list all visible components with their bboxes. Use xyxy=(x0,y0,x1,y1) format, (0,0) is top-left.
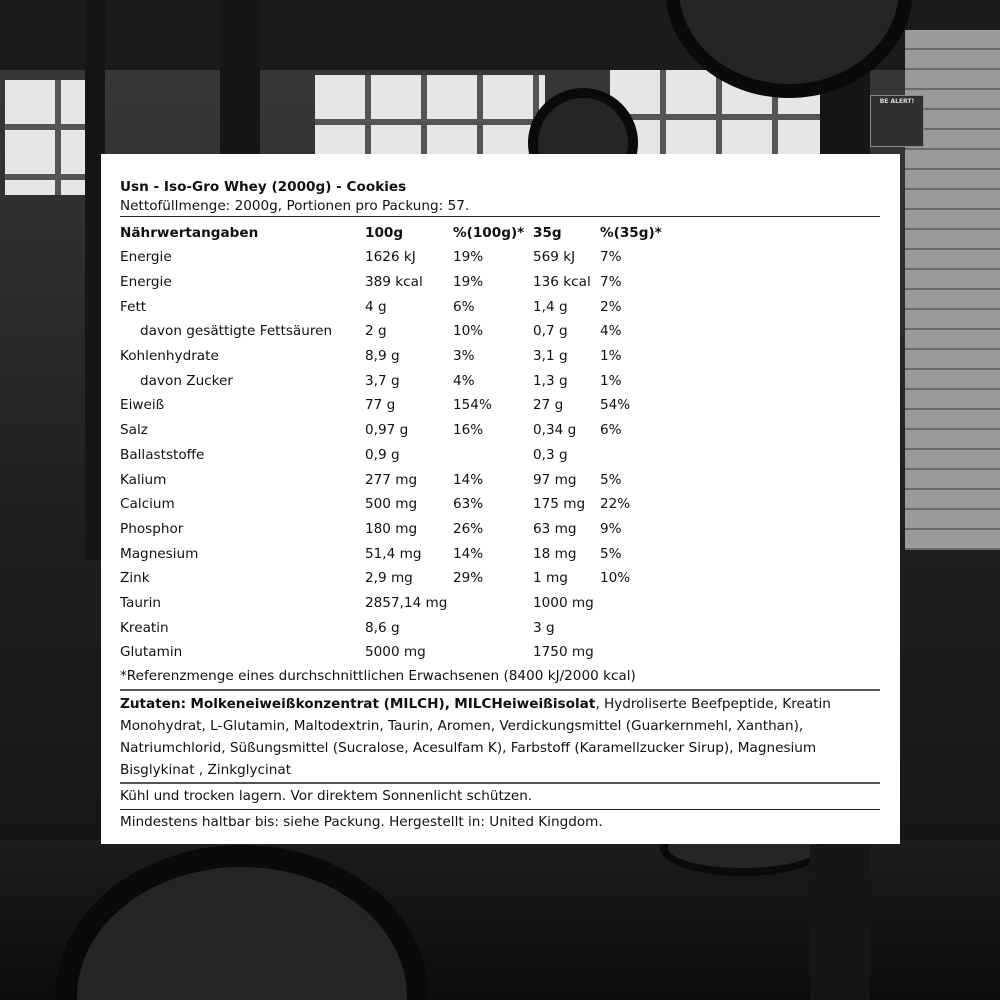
pct-100g: 19% xyxy=(453,274,484,291)
table-row xyxy=(120,368,680,393)
value-100g: 180 mg xyxy=(365,520,418,537)
storage-instructions: Kühl und trocken lagern. Vor direktem Sonnenlicht schützen. xyxy=(120,787,533,804)
value-100g: 0,97 g xyxy=(365,422,409,439)
nutrient-name: Kalium xyxy=(120,471,167,488)
best-before-info: Mindestens haltbar bis: siehe Packung. Hergestellt in: United Kingdom. xyxy=(120,813,603,830)
value-100g: 4 g xyxy=(365,298,387,315)
value-100g: 1626 kJ xyxy=(365,249,416,266)
pct-100g xyxy=(453,615,533,640)
nutrition-label xyxy=(120,178,880,835)
nutrient-name: Calcium xyxy=(120,496,175,513)
pct-35g: 9% xyxy=(600,520,622,537)
pct-100g: 16% xyxy=(453,422,484,439)
window-left xyxy=(5,80,85,195)
warning-sign xyxy=(870,95,924,147)
nutrient-name: Energie xyxy=(120,249,172,266)
value-100g: 0,9 g xyxy=(365,446,400,463)
pct-100g xyxy=(453,591,533,616)
window-center xyxy=(315,75,545,155)
bench-leg xyxy=(810,845,870,1000)
nutrient-name: Ballaststoffe xyxy=(120,446,205,463)
pct-35g: 1% xyxy=(600,348,622,365)
value-35g: 63 mg xyxy=(533,520,577,537)
value-35g: 3 g xyxy=(533,619,555,636)
divider xyxy=(120,216,880,217)
pct-100g: 4% xyxy=(453,372,475,389)
table-row xyxy=(120,541,680,566)
value-35g: 1000 mg xyxy=(533,594,594,611)
pct-100g: 6% xyxy=(453,298,475,315)
value-35g: 136 kcal xyxy=(533,274,591,291)
table-row xyxy=(120,319,680,344)
header-nutrient: Nährwertangaben xyxy=(120,224,259,241)
pct-35g: 5% xyxy=(600,545,622,562)
table-row xyxy=(120,418,680,443)
value-100g: 8,6 g xyxy=(365,619,400,636)
product-subtitle: Nettofüllmenge: 2000g, Portionen pro Packung: 57. xyxy=(120,198,470,214)
pct-100g: 3% xyxy=(453,348,475,365)
nutrition-table xyxy=(120,220,680,665)
table-row xyxy=(120,467,680,492)
pct-35g: 5% xyxy=(600,471,622,488)
nutrient-name: Zink xyxy=(120,570,150,587)
nutrient-name: davon Zucker xyxy=(140,372,233,389)
table-row xyxy=(120,517,680,542)
value-100g: 2 g xyxy=(365,323,387,340)
pct-100g: 63% xyxy=(453,496,484,513)
table-row xyxy=(120,492,680,517)
nutrient-name: Fett xyxy=(120,298,147,315)
value-35g: 0,34 g xyxy=(533,422,577,439)
reference-footnote: *Referenzmenge eines durchschnittlichen Erwachsenen (8400 kJ/2000 kcal) xyxy=(120,667,636,684)
table-row xyxy=(120,294,680,319)
ingredients-list: , Hydroliserte Beefpeptide, Kreatin Monohydrat, L-Glutamin, Maltodextrin, Taurin, Aromen, Verdickungsmittel (Guarkernmehl, Xanthan), Natriumchlorid, Süßungsmittel (Sucralose, Acesulfam K), Farbstoff (Karamellzucker Sirup), Magnesium Bisglykinat , Zinkglycinat xyxy=(120,695,831,778)
pct-100g: 10% xyxy=(453,323,484,340)
pct-35g xyxy=(600,443,680,468)
value-100g: 5000 mg xyxy=(365,644,426,661)
value-35g: 0,7 g xyxy=(533,323,568,340)
value-35g: 569 kJ xyxy=(533,249,576,266)
nutrient-name: Kreatin xyxy=(120,619,169,636)
value-100g: 277 mg xyxy=(365,471,418,488)
pct-100g: 14% xyxy=(453,545,484,562)
pct-35g: 10% xyxy=(600,570,631,587)
value-100g: 2857,14 mg xyxy=(365,594,448,611)
nutrient-name: Salz xyxy=(120,422,148,439)
table-row xyxy=(120,615,680,640)
nutrition-table-body xyxy=(120,245,680,665)
nutrient-name: Eiweiß xyxy=(120,397,165,414)
pct-35g xyxy=(600,591,680,616)
sign-text: BE ALERT! xyxy=(879,98,915,105)
value-35g: 97 mg xyxy=(533,471,577,488)
pct-100g: 154% xyxy=(453,397,492,414)
header-per-35g: 35g xyxy=(533,224,562,241)
table-row xyxy=(120,245,680,270)
table-header-row xyxy=(120,220,680,245)
pct-35g: 7% xyxy=(600,249,622,266)
pct-100g: 19% xyxy=(453,249,484,266)
pct-35g: 2% xyxy=(600,298,622,315)
value-35g: 1,4 g xyxy=(533,298,568,315)
value-35g: 18 mg xyxy=(533,545,577,562)
value-35g: 1750 mg xyxy=(533,644,594,661)
table-row xyxy=(120,270,680,295)
pct-35g: 54% xyxy=(600,397,631,414)
value-100g: 389 kcal xyxy=(365,274,423,291)
pct-35g: 22% xyxy=(600,496,631,513)
header-per-100g: 100g xyxy=(365,224,404,241)
value-35g: 1,3 g xyxy=(533,372,568,389)
value-100g: 3,7 g xyxy=(365,372,400,389)
ingredients-allergen-1: Molkeneiweißkonzentrat (MILCH), xyxy=(190,695,450,712)
nutrient-name: Energie xyxy=(120,274,172,291)
product-title: Usn - Iso-Gro Whey (2000g) - Cookies xyxy=(120,179,407,195)
nutrient-name: Kohlenhydrate xyxy=(120,348,219,365)
table-row xyxy=(120,344,680,369)
pct-100g: 26% xyxy=(453,520,484,537)
value-35g: 3,1 g xyxy=(533,348,568,365)
header-pct-35g: %(35g)* xyxy=(600,224,662,241)
pillar-center xyxy=(220,0,260,154)
nutrient-name: Magnesium xyxy=(120,545,199,562)
pct-100g: 29% xyxy=(453,570,484,587)
value-100g: 8,9 g xyxy=(365,348,400,365)
header-pct-100g: %(100g)* xyxy=(453,224,525,241)
pct-100g: 14% xyxy=(453,471,484,488)
pct-35g: 7% xyxy=(600,274,622,291)
nutrient-name: davon gesättigte Fettsäuren xyxy=(140,323,333,340)
value-100g: 51,4 mg xyxy=(365,545,422,562)
pct-35g xyxy=(600,640,680,665)
value-35g: 1 mg xyxy=(533,570,568,587)
pct-35g xyxy=(600,615,680,640)
table-row xyxy=(120,393,680,418)
value-100g: 2,9 mg xyxy=(365,570,413,587)
value-100g: 77 g xyxy=(365,397,396,414)
ingredients-allergen-2: MILCHeiweißisolat xyxy=(454,695,596,712)
table-row xyxy=(120,591,680,616)
ingredients-label: Zutaten: xyxy=(120,695,187,712)
value-100g: 500 mg xyxy=(365,496,418,513)
table-row xyxy=(120,640,680,665)
table-row xyxy=(120,566,680,591)
pct-100g xyxy=(453,640,533,665)
table-row xyxy=(120,443,680,468)
pct-35g: 6% xyxy=(600,422,622,439)
value-35g: 175 mg xyxy=(533,496,586,513)
pct-35g: 4% xyxy=(600,323,622,340)
nutrition-label-card xyxy=(101,154,900,844)
nutrient-name: Taurin xyxy=(120,594,161,611)
value-35g: 0,3 g xyxy=(533,446,568,463)
pct-35g: 1% xyxy=(600,372,622,389)
nutrient-name: Glutamin xyxy=(120,644,183,661)
value-35g: 27 g xyxy=(533,397,564,414)
pct-100g xyxy=(453,443,533,468)
ingredients-text xyxy=(120,691,880,782)
nutrient-name: Phosphor xyxy=(120,520,184,537)
